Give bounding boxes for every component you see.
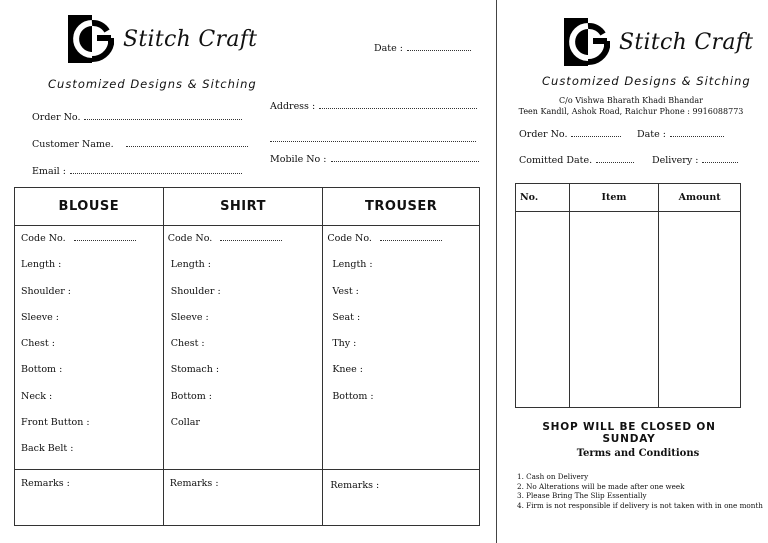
right-committed-field[interactable] bbox=[519, 154, 634, 166]
bill-no-column[interactable] bbox=[516, 212, 570, 408]
left-mobile-field[interactable] bbox=[270, 153, 479, 165]
right-order-field[interactable] bbox=[519, 128, 621, 140]
blouse-sleeve-field[interactable]: Sleeve : bbox=[21, 311, 59, 323]
blouse-header: BLOUSE bbox=[15, 188, 164, 226]
blouse-chest-field[interactable]: Chest : bbox=[21, 338, 55, 350]
right-delivery-label: Delivery : bbox=[652, 155, 699, 166]
left-brand-name: Stitch Craft bbox=[123, 26, 258, 52]
left-order-field[interactable] bbox=[32, 111, 242, 123]
left-logo bbox=[67, 14, 257, 64]
blouse-fields bbox=[15, 226, 164, 470]
shirt-collar-field[interactable]: Collar bbox=[170, 417, 200, 429]
term-item: 2. No Alterations will be made after one week bbox=[517, 481, 685, 491]
shirt-bottom-field[interactable]: Bottom : bbox=[170, 390, 212, 402]
left-order-label: Order No. bbox=[32, 112, 81, 123]
bill-no-header: No. bbox=[516, 184, 570, 212]
shirt-stomach-field[interactable]: Stomach : bbox=[170, 364, 220, 376]
shirt-remarks[interactable]: Remarks : bbox=[163, 469, 323, 525]
slip-divider bbox=[496, 0, 497, 543]
blouse-code-field[interactable] bbox=[21, 232, 157, 258]
left-tagline: Customized Designs & Sitching bbox=[48, 77, 257, 91]
left-mobile-label: Mobile No : bbox=[270, 154, 327, 165]
bill-item-column[interactable] bbox=[569, 212, 659, 408]
shirt-fields bbox=[163, 226, 323, 470]
shirt-chest-field[interactable]: Chest : bbox=[170, 338, 205, 350]
bill-table bbox=[515, 183, 741, 408]
left-address-field[interactable] bbox=[270, 100, 477, 112]
shirt-length-field[interactable]: Length : bbox=[170, 259, 211, 271]
left-address-label: Address : bbox=[270, 101, 316, 112]
trouser-knee-field[interactable]: Knee : bbox=[332, 364, 364, 376]
bill-amount-header: Amount bbox=[659, 184, 741, 212]
trouser-remarks[interactable]: Remarks : bbox=[323, 469, 480, 525]
trouser-thy-field[interactable]: Thy : bbox=[332, 338, 357, 350]
field-label: Code No. bbox=[167, 233, 213, 244]
field-label: Code No. bbox=[327, 233, 372, 244]
left-email-field[interactable] bbox=[32, 165, 242, 177]
terms-list bbox=[517, 472, 763, 510]
blouse-back-belt-field[interactable]: Back Belt : bbox=[21, 443, 74, 455]
measurement-table bbox=[14, 187, 480, 526]
stitch-craft-logo-icon bbox=[67, 14, 117, 64]
right-brand-name: Stitch Craft bbox=[619, 29, 754, 55]
left-date-field[interactable] bbox=[374, 42, 471, 54]
trouser-header: TROUSER bbox=[323, 188, 480, 226]
field-label: Code No. bbox=[21, 233, 66, 244]
trouser-length-field[interactable]: Length : bbox=[332, 259, 373, 271]
trouser-fields bbox=[323, 226, 480, 470]
term-item: 1. Cash on Delivery bbox=[517, 472, 589, 481]
closed-notice: SHOP WILL BE CLOSED ON SUNDAY bbox=[542, 421, 716, 445]
right-tagline: Customized Designs & Sitching bbox=[542, 74, 751, 88]
shirt-shoulder-field[interactable]: Shoulder : bbox=[170, 285, 221, 297]
blouse-neck-field[interactable]: Neck : bbox=[21, 390, 53, 402]
blouse-shoulder-field[interactable]: Shoulder : bbox=[21, 285, 71, 297]
bill-item-header: Item bbox=[569, 184, 659, 212]
left-address-line2[interactable] bbox=[270, 127, 476, 146]
right-delivery-field[interactable] bbox=[652, 154, 738, 166]
blouse-remarks[interactable]: Remarks : bbox=[15, 469, 164, 525]
blouse-front-button-field[interactable]: Front Button : bbox=[21, 417, 90, 429]
trouser-vest-field[interactable]: Vest : bbox=[332, 285, 359, 297]
right-address-line1: C/o Vishwa Bharath Khadi Bhandar bbox=[559, 96, 703, 105]
terms-title: Terms and Conditions bbox=[576, 448, 700, 459]
right-date-label: Date : bbox=[637, 129, 666, 140]
right-date-field[interactable] bbox=[637, 128, 724, 140]
trouser-bottom-field[interactable]: Bottom : bbox=[332, 390, 374, 402]
left-customer-field[interactable] bbox=[32, 138, 248, 150]
trouser-code-field[interactable] bbox=[327, 232, 473, 258]
term-item: 4. Firm is not responsible if delivery is not taken with in one month bbox=[517, 500, 763, 510]
term-item: 3. Please Bring The Slip Essentially bbox=[517, 491, 647, 500]
bill-amount-column[interactable] bbox=[659, 212, 741, 408]
right-address-line2: Teen Kandil, Ashok Road, Raichur Phone : 9916088773 bbox=[518, 107, 744, 116]
shirt-code-field[interactable] bbox=[168, 232, 317, 258]
left-email-label: Email : bbox=[32, 166, 66, 177]
left-date-label: Date : bbox=[374, 43, 403, 54]
left-customer-label: Customer Name. bbox=[32, 139, 114, 150]
trouser-seat-field[interactable]: Seat : bbox=[332, 311, 361, 323]
right-committed-label: Comitted Date. bbox=[519, 155, 593, 166]
right-logo bbox=[563, 17, 753, 67]
shirt-header: SHIRT bbox=[163, 188, 323, 226]
blouse-length-field[interactable]: Length : bbox=[21, 259, 62, 271]
stitch-craft-logo-icon bbox=[563, 17, 613, 67]
right-order-label: Order No. bbox=[519, 129, 568, 140]
blouse-bottom-field[interactable]: Bottom : bbox=[21, 364, 63, 376]
shirt-sleeve-field[interactable]: Sleeve : bbox=[170, 311, 209, 323]
